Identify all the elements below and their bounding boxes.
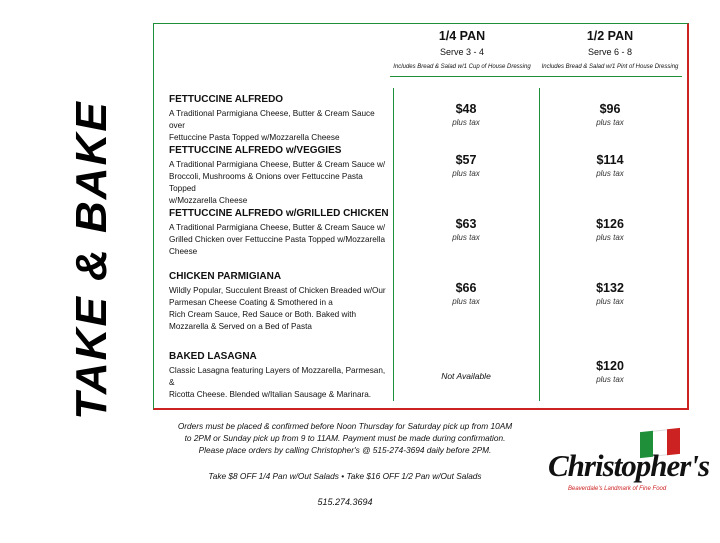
quarter-price-not-available: Not Available [441,371,491,381]
quarter-pan-heading: 1/4 PAN [438,29,486,43]
quarter-price: $48 plus tax [452,102,480,127]
menu-item [169,145,391,207]
item-name: FETTUCCINE ALFREDO w/VEGGIES [169,145,342,156]
menu-item [169,351,391,401]
item-description: A Traditional Parmigiana Cheese, Butter & Cream Sauce w/ Grilled Chicken over Fettuccine Pasta Topped w/Mozzarella Cheese [169,223,386,256]
item-description: Wildly Popular, Succulent Breast of Chicken Breaded w/Our Parmesan Cheese Coating & Smothered in a Rich Cream Sauce, Red Sauce or Both. Baked with Mozzarella & Served on a Bed of Pasta [169,286,386,331]
item-name: BAKED LASAGNA [169,351,257,362]
half-price: $120 plus tax [596,359,624,384]
header-divider [390,76,682,77]
quarter-price: $57 plus tax [452,153,480,178]
half-price: $132 plus tax [596,281,624,306]
column-header-quarter [387,29,537,70]
quarter-pan-note: Includes Bread & Salad w/1 Cup of House Dressing [393,64,531,70]
half-pan-heading: 1/2 PAN [586,29,634,43]
item-description: Classic Lasagna featuring Layers of Mozzarella, Parmesan, & Ricotta Cheese. Blended w/Italian Sausage & Marinara. [169,366,386,399]
discount-note: Take $8 OFF 1/4 Pan w/Out Salads • Take $16 OFF 1/2 Pan w/Out Salads [208,471,482,481]
half-price: $126 plus tax [596,217,624,242]
quarter-price: $66 plus tax [452,281,480,306]
item-name: FETTUCCINE ALFREDO [169,94,284,105]
logo-tagline: Beaverdale's Landmark of Fine Food [568,486,667,492]
quarter-pan-serves: Serve 3 - 4 [439,47,485,57]
half-pan-serves: Serve 6 - 8 [587,47,633,57]
column-divider-right [539,88,540,401]
logo-brand: Christopher's [548,448,710,483]
christophers-logo [544,428,710,508]
phone-number: 515.274.3694 [317,497,373,507]
half-price: $114 plus tax [596,153,624,178]
menu-item [169,271,391,333]
column-header-half [535,29,685,70]
half-pan-note: Includes Bread & Salad w/1 Pint of House Dressing [541,64,679,70]
item-name: CHICKEN PARMIGIANA [169,271,282,282]
item-description: A Traditional Parmigiana Cheese, Butter & Cream Sauce over Fettuccine Pasta Topped w/Mozzarella Cheese [169,109,375,142]
item-name: FETTUCCINE ALFREDO w/GRILLED CHICKEN [169,208,389,219]
menu-item [169,94,391,144]
quarter-price: $63 plus tax [452,217,480,242]
column-divider-left [393,88,394,401]
menu-item [169,208,391,258]
item-description: A Traditional Parmigiana Cheese, Butter & Cream Sauce w/ Broccoli, Mushrooms & Onions over Fettuccine Pasta Topped w/Mozzarella Cheese [169,160,386,205]
side-title: TAKE & BAKE [67,100,116,420]
half-price: $96 plus tax [596,102,624,127]
order-instructions: Orders must be placed & confirmed before Noon Thursday for Saturday pick up from 10AM to 2PM or Sunday pick up from 9 to 11AM. Payment must be made during confirmation. Please place orders by calling Christopher's @ 515-274-3694 daily before 2PM. [177,421,513,455]
